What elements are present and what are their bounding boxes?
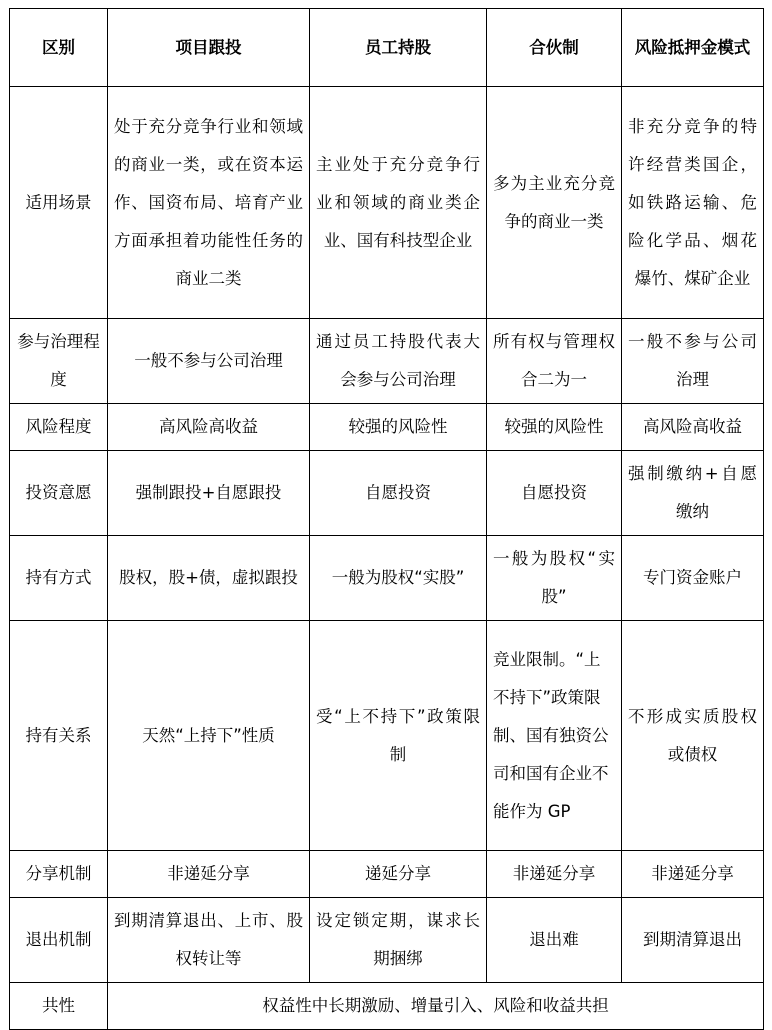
table-row [10, 451, 764, 536]
table-cell: 非递延分享 [487, 851, 622, 898]
table-cell: 一般为股权“实股” [310, 536, 487, 621]
table-cell: 专门资金账户 [622, 536, 764, 621]
row-label: 持有方式 [10, 536, 108, 621]
table-row [10, 621, 764, 851]
row-label: 分享机制 [10, 851, 108, 898]
table-row [10, 404, 764, 451]
table-cell: 通过员工持股代表大会参与公司治理 [310, 319, 487, 404]
table-cell: 较强的风险性 [310, 404, 487, 451]
table-row [10, 87, 764, 319]
table-cell: 天然“上持下”性质 [108, 621, 310, 851]
row-label: 共性 [10, 983, 108, 1030]
table-cell: 不形成实质股权或债权 [622, 621, 764, 851]
table-row [10, 536, 764, 621]
table-cell: 一般为股权“实股” [487, 536, 622, 621]
table-cell: 一般不参与公司治理 [622, 319, 764, 404]
table-cell: 所有权与管理权合二为一 [487, 319, 622, 404]
row-label: 风险程度 [10, 404, 108, 451]
table-cell: 非递延分享 [622, 851, 764, 898]
footer-row [10, 983, 764, 1030]
table-row [10, 851, 764, 898]
header-cell: 区别 [10, 9, 108, 87]
row-label: 投资意愿 [10, 451, 108, 536]
table-cell: 强制缴纳+自愿缴纳 [622, 451, 764, 536]
table-cell: 自愿投资 [310, 451, 487, 536]
table-cell: 多为主业充分竞争的商业一类 [487, 87, 622, 319]
table-cell: 主业处于充分竞争行业和领域的商业类企业、国有科技型企业 [310, 87, 487, 319]
row-label: 适用场景 [10, 87, 108, 319]
table-cell: 到期清算退出 [622, 898, 764, 983]
footer-cell: 权益性中长期激励、增量引入、风险和收益共担 [108, 983, 764, 1030]
comparison-table [9, 8, 764, 1030]
table-cell: 自愿投资 [487, 451, 622, 536]
table-cell: 高风险高收益 [622, 404, 764, 451]
table-cell: 非递延分享 [108, 851, 310, 898]
table-cell: 强制跟投+自愿跟投 [108, 451, 310, 536]
header-cell: 员工持股 [310, 9, 487, 87]
row-label: 持有关系 [10, 621, 108, 851]
table-cell: 非充分竞争的特许经营类国企，如铁路运输、危险化学品、烟花爆竹、煤矿企业 [622, 87, 764, 319]
row-label: 参与治理程度 [10, 319, 108, 404]
table-cell: 处于充分竞争行业和领域的商业一类，或在资本运作、国资布局、培育产业方面承担着功能性任务的商业二类 [108, 87, 310, 319]
table-cell: 退出难 [487, 898, 622, 983]
table-cell: 设定锁定期，谋求长期捆绑 [310, 898, 487, 983]
header-cell: 风险抵押金模式 [622, 9, 764, 87]
table-row [10, 898, 764, 983]
table-cell: 高风险高收益 [108, 404, 310, 451]
header-cell: 项目跟投 [108, 9, 310, 87]
table-cell: 一般不参与公司治理 [108, 319, 310, 404]
table-cell: 到期清算退出、上市、股权转让等 [108, 898, 310, 983]
row-label: 退出机制 [10, 898, 108, 983]
header-row [10, 9, 764, 87]
table-cell: 股权，股+债，虚拟跟投 [108, 536, 310, 621]
table-row [10, 319, 764, 404]
table-cell: 受“上不持下”政策限制 [310, 621, 487, 851]
header-cell: 合伙制 [487, 9, 622, 87]
table-cell: 递延分享 [310, 851, 487, 898]
table-cell: 较强的风险性 [487, 404, 622, 451]
table-cell: 竞业限制。“上不持下”政策限制、国有独资公司和国有企业不能作为 GP [487, 621, 622, 851]
